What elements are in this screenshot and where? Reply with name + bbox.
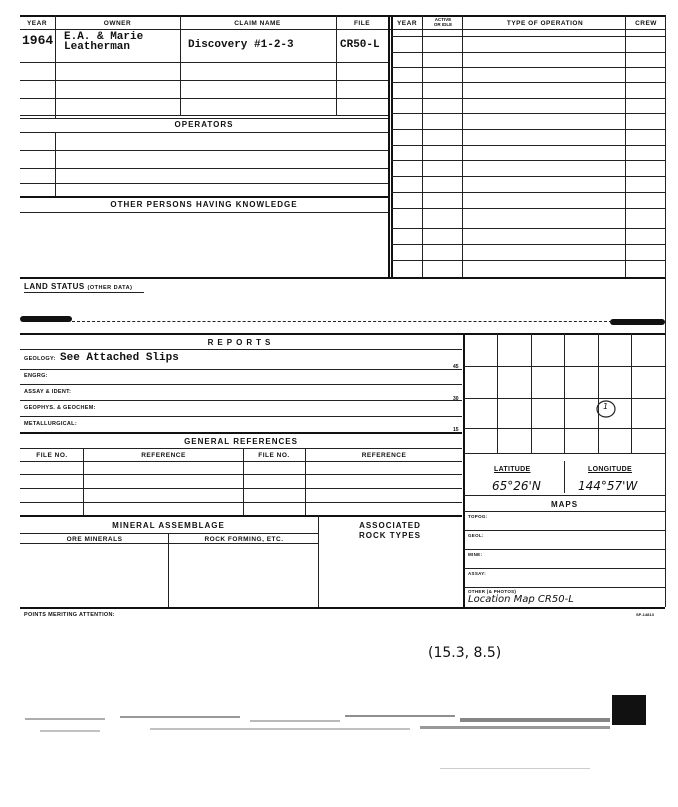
scan-blot-left [20,316,72,322]
reports-title: REPORTS [207,338,275,347]
points-meriting-label: POINTS MERITING ATTENTION: [24,612,115,618]
latitude-label: LATITUDE [494,466,531,473]
ore-minerals-header: ORE MINERALS [66,536,123,543]
type-operation-header: TYPE OF OPERATION [506,20,584,27]
assay-map-label: ASSAY: [468,571,487,576]
land-status-sub: (OTHER DATA) [87,285,133,291]
ref-file-no-2: FILE NO. [258,452,290,459]
operators-title: OPERATORS [174,120,234,129]
latitude-value: 65°26'N [492,479,541,493]
record-owner-line1: E.A. & Marie [64,31,144,43]
ref-reference-1: REFERENCE [141,452,186,459]
longitude-label: LONGITUDE [588,466,632,473]
rock-forming-header: ROCK FORMING, ETC. [204,536,284,543]
mineral-assemblage-title: MINERAL ASSEMBLAGE [112,521,225,530]
other-photos-value: Location Map CR50-L [468,594,574,605]
metallurgical-label: METALLURGICAL: [24,421,77,427]
geol-label: GEOL: [468,533,484,538]
engrg-label: ENGRG: [24,373,48,379]
other-persons-title: OTHER PERSONS HAVING KNOWLEDGE [110,200,298,209]
ref-file-no-1: FILE NO. [36,452,68,459]
scan-blot-right [610,319,665,325]
other-photos-label: OTHER (& PHOTOS) [468,589,517,594]
maps-title: MAPS [550,500,579,509]
claim-name-header: CLAIM NAME [234,20,281,27]
record-owner-line2: Leatherman [64,41,131,53]
ref-reference-2: REFERENCE [361,452,407,459]
year-header: YEAR [26,20,48,27]
longitude-value: 144°57'W [578,479,638,493]
record-file: CR50-L [340,39,380,51]
scan-blot-corner [612,695,646,725]
record-claim-name: Discovery #1-2-3 [188,39,294,51]
grid-mark-label: 1 [603,402,609,411]
mine-label: MINE: [468,552,483,557]
crew-header: CREW [635,20,657,27]
form-code: SP-14813 [636,612,654,617]
general-references-title: GENERAL REFERENCES [184,437,298,446]
num-30: 30 [453,396,459,402]
geology-label: GEOLOGY: [24,356,56,362]
file-header: FILE [353,20,371,27]
owner-header: OWNER [103,20,132,27]
num-45: 45 [453,364,459,370]
year-right-header: YEAR [396,20,418,27]
geology-value: See Attached Slips [60,352,179,364]
num-15: 15 [453,427,459,433]
land-status-title [24,282,132,291]
land-status-label: LAND STATUS [24,282,85,291]
geophys-label: GEOPHYS. & GEOCHEM: [24,405,96,411]
coordinates-note: (15.3, 8.5) [428,645,502,661]
associated-rock-types-title: ASSOCIATED ROCK TYPES [358,521,421,540]
active-idle-header: ACTIVE OR IDLE [433,17,453,27]
assay-ident-label: ASSAY & IDENT: [24,389,72,395]
record-year: 1964 [22,33,54,48]
topog-label: TOPOG: [468,514,488,519]
